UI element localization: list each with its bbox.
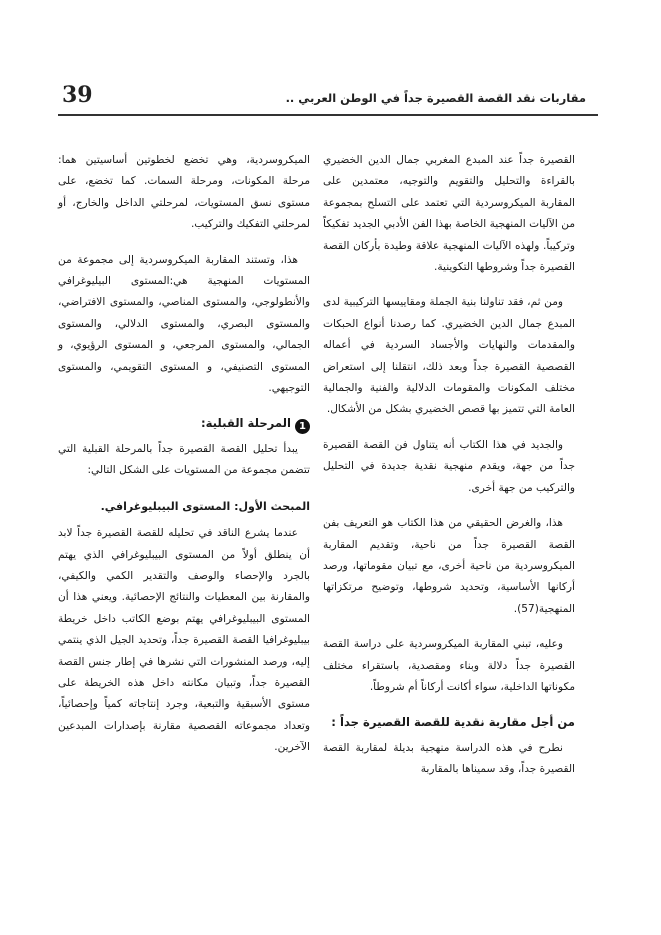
paragraph: القصيرة جداً عند المبدع المغربي جمال الدين الخضيري بالقراءة والتحليل والتقويم والتوجيه، معتمدين على المقاربة الميكروسردية التي تعتمد على التسلح بمجموعة من الآليات المنهجية الخاصة بهذا الفن الأدبي الجديد تفكيكاً وتركيباً. ولهذه الآليات المنهجية علاقة وطيدة بأركان القصة القصيرة جداً وشروطها التكوينية. xyxy=(323,154,575,274)
paragraph: وعليه، تبني المقاربة الميكروسردية على دراسة القصة القصيرة جداً دلالة وبناء ومقصدية، باستقراء مختلف مكوناتها الداخلية، سواء أكانت أركاناً أم شروطاً. xyxy=(323,638,575,693)
stage-heading-text: المرحلة القبلية: xyxy=(200,416,291,431)
paragraph: والجديد في هذا الكتاب أنه يتناول فن القصة القصيرة جداً من جهة، ويقدم منهجية نقدية جديدة في التحليل والتركيب من جهة أخرى. xyxy=(323,438,575,494)
paragraph: الميكروسردية، وهي تخضع لخطوتين أساسيتين هما: مرحلة المكونات، ومرحلة السمات. كما تخضع، على مستوى نسق المستويات، لمرحلتي الداخل والخارج، أو لمرحلتي التفكيك والتركيب. xyxy=(58,154,310,231)
right-column xyxy=(323,150,575,795)
section-heading: من أجل مقاربة نقدية للقصة القصيرة جداً : xyxy=(331,715,575,730)
paragraph: عندما يشرع الناقد في تحليله للقصة القصيرة جداً لابد أن ينطلق أولاً من المستوى البيبليوغرافي الذي يهتم بالجرد والإحصاء والوصف والتقدير الكمي والكيفي، والمقارنة بين المعطيات والنتائج الإحصائية. ويعني هذا أن المستوى البيبليوغرافي يهتم بوضع الكاتب داخل خريطة بيبليوغرافيا القصة القصيرة جداً، وتحديد الجيل الذي ينتمي إليه، ورصد المنشورات التي نشرها في إطار جنس القصة القصيرة جداً، وتبيان مكانته داخل هذه الخريطة على مستوى الأسبقية والتبعية، وجرد إنتاجاته كمياً وإحصائياً، وتعداد مجموعاته القصصية مقارنة بإصدارات المبدعين الآخرين. xyxy=(58,527,310,754)
left-column xyxy=(58,150,310,773)
subsection-heading: المبحث الأول: المستوى البيبليوغرافي. xyxy=(100,499,310,513)
paragraph: نطرح في هذه الدراسة منهجية بديلة لمقاربة القصة القصيرة جداً، وقد سميناها بالمقاربة xyxy=(323,741,575,776)
page-header xyxy=(58,78,598,116)
paragraph: ومن ثم، فقد تناولنا بنية الجملة ومقاييسها التركيبية لدى المبدع جمال الدين الخضيري. كما رصدنا أنواع الحبكات والمقدمات والنهايات والأجساد السردية في أعماله القصصية القصيرة جداً وبعد ذلك، انتقلنا إلى استعراض مختلف المكونات والمقومات الدلالية والفنية والجمالية العامة التي تتميز بها قصص الخضيري بشكل من الأشكال. xyxy=(323,296,575,416)
paragraph: يبدأ تحليل القصة القصيرة جداً بالمرحلة القبلية التي تتضمن مجموعة من المستويات على الشكل التالي: xyxy=(58,442,310,477)
paragraph: هذا، وتستند المقاربة الميكروسردية إلى مجموعة من المستويات المنهجية هي:المستوى البيليوغرافي والأنطولوجي، والمستوى المناصي، والمستوى الافتراضي، والمستوى البصري، والمستوى الدلالي، والمستوى الجمالي، والمستوى المرجعي، و المستوى الرؤيوي، و المستوى التصنيفي، و المستوى التقويمي، والمستوى التوجيهي. xyxy=(58,253,310,395)
page-number: 39 xyxy=(62,82,93,108)
section-heading xyxy=(58,413,310,434)
running-title: مقاربات نقد القصة القصيرة جداً في الوطن العربي .. xyxy=(285,91,586,105)
paragraph: هذا، والغرض الحقيقي من هذا الكتاب هو التعريف بفن القصة القصيرة جداً من ناحية، وتقديم المقاربة الميكروسردية من ناحية أخرى، مع تبيان مقوماتها، ورصد أركانها الأساسية، وتحديد شروطها، وتوضيح مرتكزاتها المنهجية(57). xyxy=(323,517,575,615)
stage-number-badge: 1 xyxy=(295,419,310,434)
